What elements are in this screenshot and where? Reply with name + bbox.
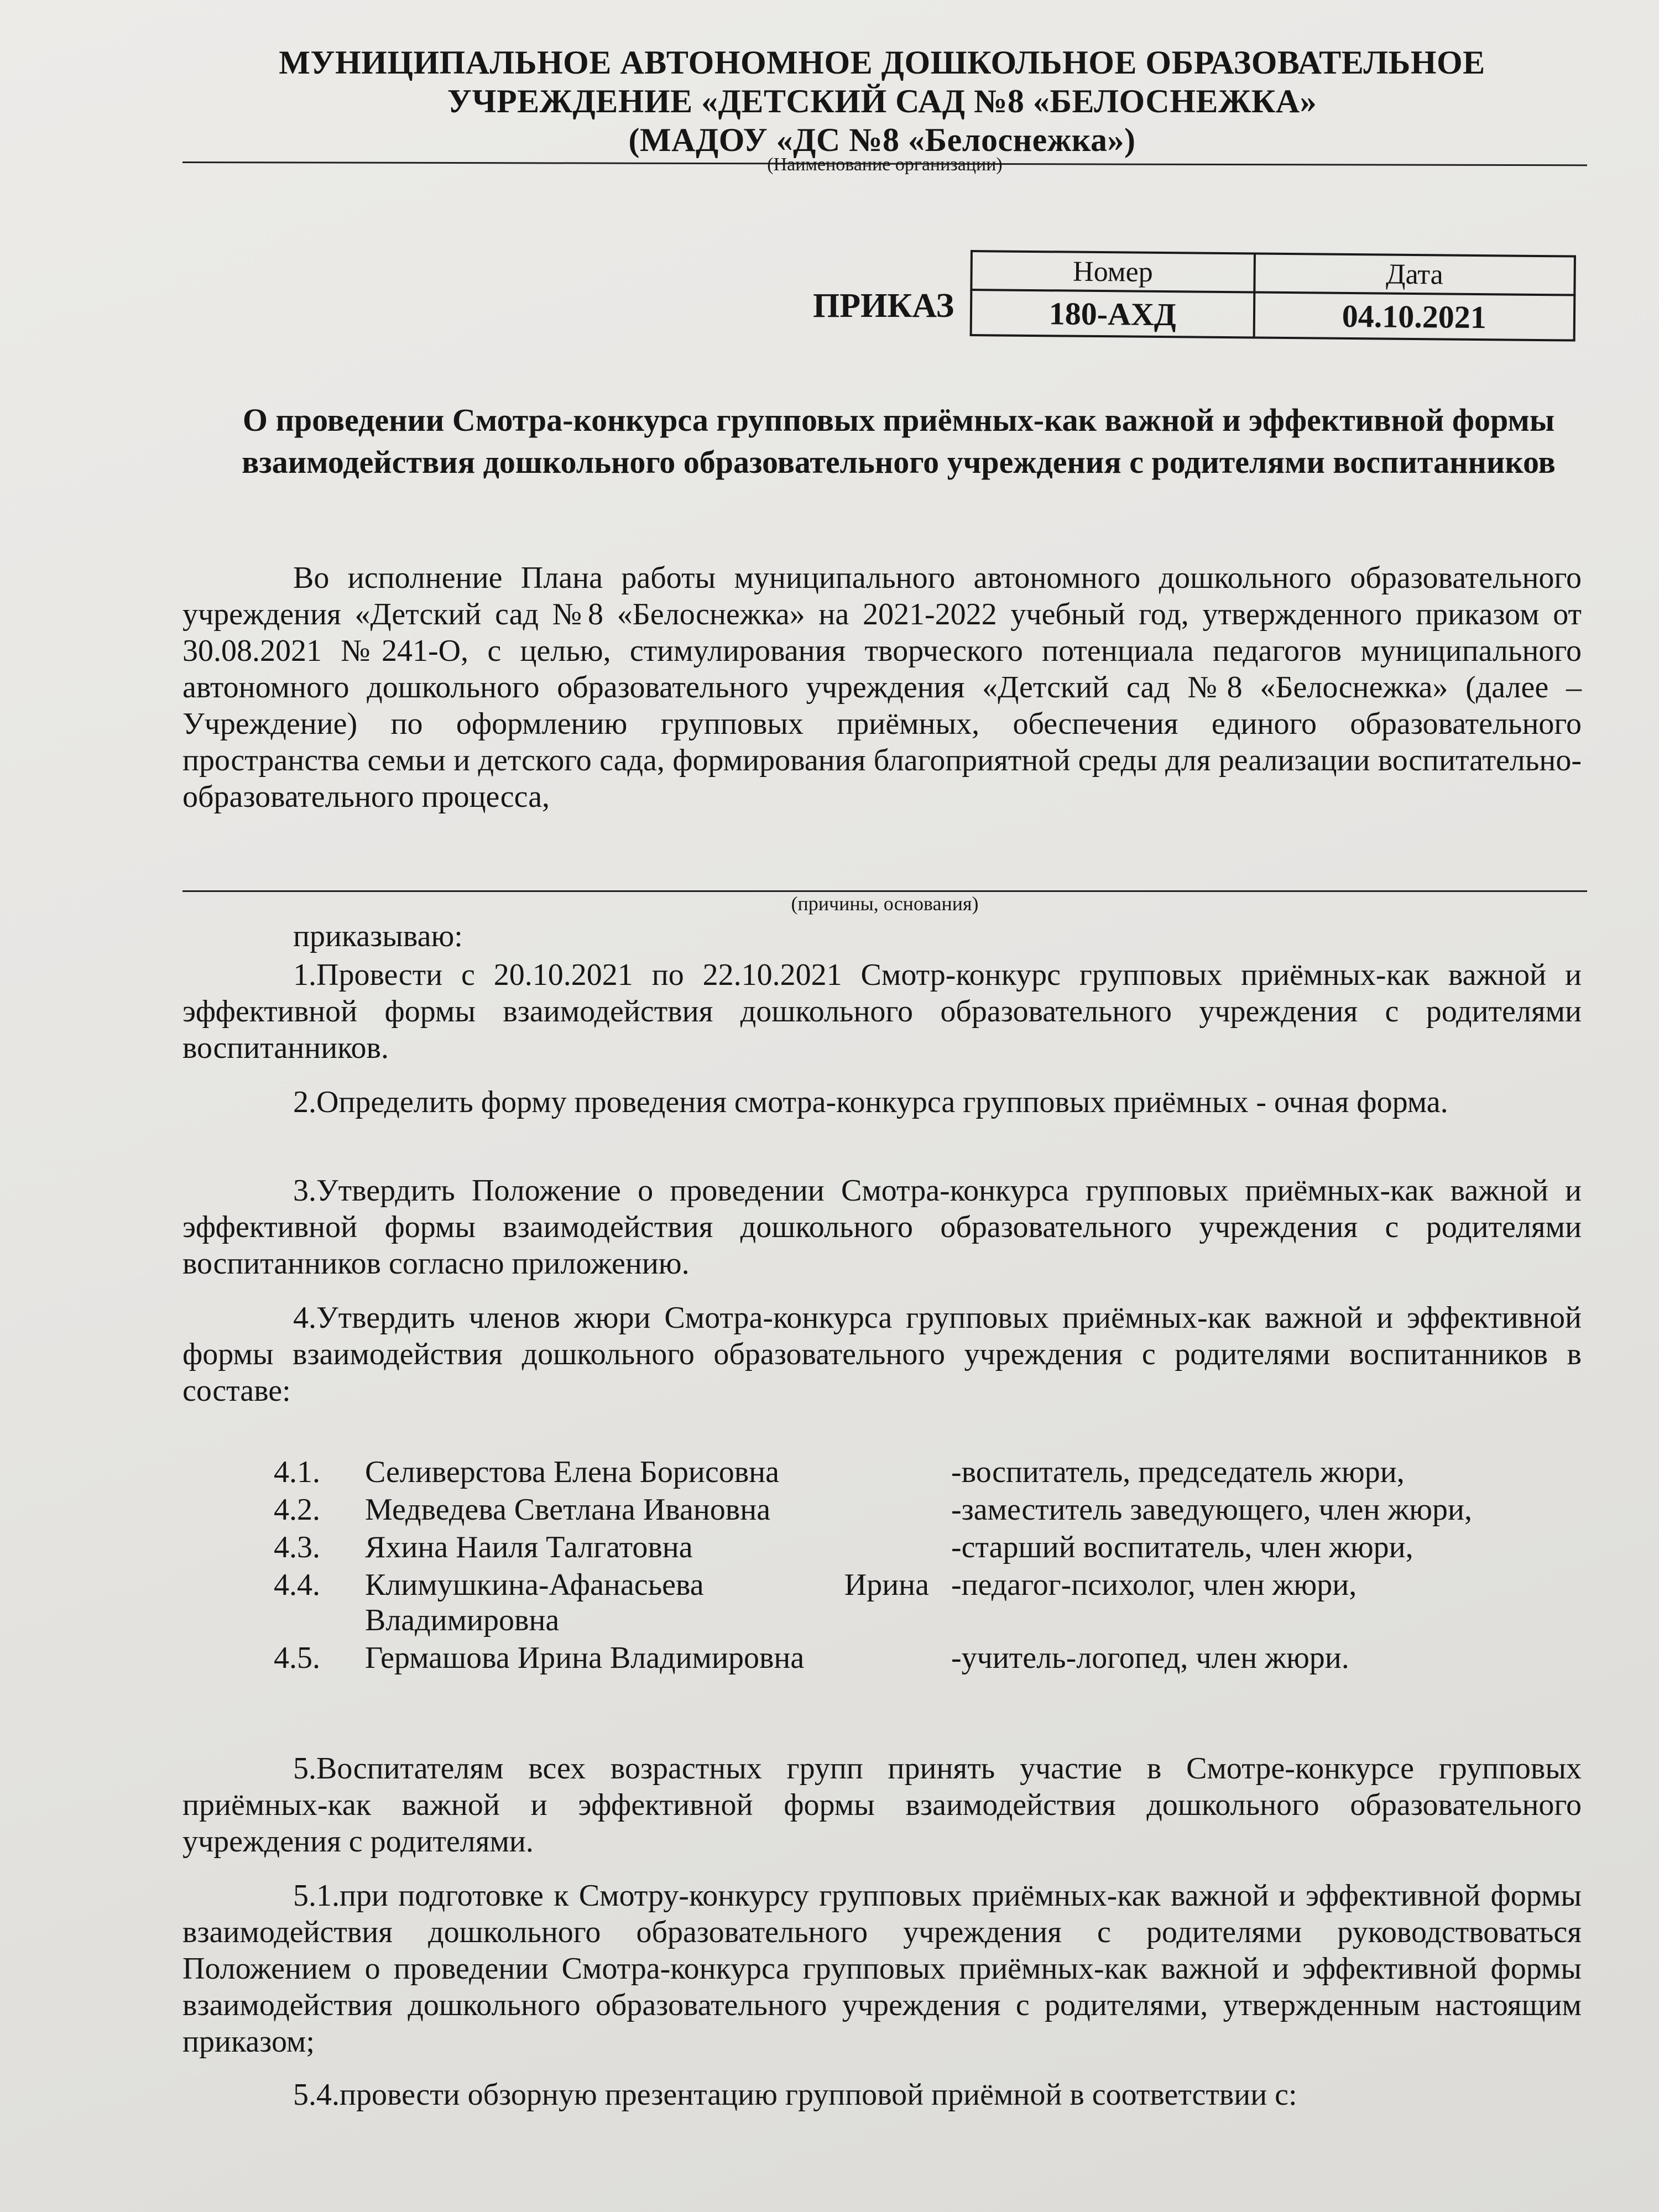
item-2: 2.Определить форму проведения смотра-конкурса групповых приёмных - очная форма. [293, 1085, 1448, 1119]
order-number: 180-АХД [971, 290, 1254, 337]
org-line-3: (МАДОУ «ДС №8 «Белоснежка») [628, 122, 1136, 158]
jury-member-role: -педагог-психолог, член жюри, [951, 1568, 1357, 1602]
jury-member-role: -воспитатель, председатель жюри, [951, 1455, 1405, 1489]
jury-member-name: Медведева Светлана Ивановна [365, 1493, 771, 1527]
item-5-1: 5.1.при подготовке к Смотру-конкурсу групповых приёмных-как важной и эффективной формы взаимодействия дошкольного образовательного учреждения с родителями руководствоваться Положением о проведении Смотра-конкурса групповых приёмных-как важной и эффективной формы взаимодействия дошкольного образовательного учреждения с родителями, утвержденным настоящим приказом; [182, 1879, 1582, 2059]
jury-row [274, 1530, 1601, 1565]
jury-member-name: Селиверстова Елена Борисовна [365, 1455, 779, 1489]
jury-number: 4.5. [274, 1641, 320, 1675]
org-line-1: МУНИЦИПАЛЬНОЕ АВТОНОМНОЕ ДОШКОЛЬНОЕ ОБРАЗОВАТЕЛЬНОЕ [279, 44, 1485, 81]
date-header: Дата [1254, 253, 1575, 295]
jury-row [274, 1567, 1601, 1638]
document-title: О проведении Смотра-конкурса групповых приёмных-как важной и эффективной формы взаимодействия дошкольного образовательного учреждения с родителями воспитанников [242, 402, 1556, 480]
jury-member-name: Климушкина-Афанасьева Ирина Владимировна [365, 1568, 929, 1637]
reason-caption: (причины, основания) [791, 893, 979, 915]
item-1: 1.Провести с 20.10.2021 по 22.10.2021 Смотр-конкурс групповых приёмных-как важной и эффективной формы взаимодействия дошкольного образовательного учреждения с родителями воспитанников. [182, 958, 1582, 1065]
jury-list [274, 1454, 1601, 1678]
jury-row [274, 1454, 1601, 1490]
order-label: ПРИКАЗ [813, 287, 954, 325]
order-number-date-table [970, 250, 1576, 342]
jury-member-role: -учитель-логопед, член жюри. [951, 1641, 1349, 1675]
command-word: приказываю: [293, 919, 463, 953]
preamble-paragraph: Во исполнение Плана работы муниципального автономного дошкольного образовательного учреждения «Детский сад №8 «Белоснежка» на 2021-2022 учебный год, утвержденного приказом от 30.08.2021 №241-О, с целью, стимулирования творческого потенциала педагогов муниципального автономного дошкольного образовательного учреждения «Детский сад №8 «Белоснежка» (далее – Учреждение) по оформлению групповых приёмных, обеспечения единого образовательного пространства семьи и детского сада, формирования благоприятной среды для реализации воспитательно-образовательного процесса, [182, 561, 1582, 814]
jury-member-role: -заместитель заведующего, член жюри, [951, 1493, 1472, 1527]
organization-name [182, 43, 1582, 159]
item-5: 5.Воспитателям всех возрастных групп принять участие в Смотре-конкурсе групповых приёмных-как важной и эффективной формы взаимодействия дошкольного образовательного учреждения с родителями. [182, 1751, 1582, 1859]
jury-row [274, 1640, 1601, 1676]
jury-number: 4.4. [274, 1568, 320, 1602]
number-header: Номер [971, 251, 1254, 292]
jury-number: 4.1. [274, 1455, 320, 1489]
jury-member-name: Гермашова Ирина Владимировна [365, 1641, 805, 1675]
order-date: 04.10.2021 [1254, 292, 1574, 340]
jury-member-name: Яхина Наиля Талгатовна [365, 1530, 693, 1564]
reason-underline [182, 890, 1587, 892]
item-3: 3.Утвердить Положение о проведении Смотра-конкурса групповых приёмных-как важной и эффективной формы взаимодействия дошкольного образовательного учреждения с родителями воспитанников согласно приложению. [182, 1173, 1582, 1281]
jury-member-role: -старший воспитатель, член жюри, [951, 1530, 1413, 1564]
org-line-2: УЧРЕЖДЕНИЕ «ДЕТСКИЙ САД №8 «БЕЛОСНЕЖКА» [447, 83, 1317, 119]
item-4: 4.Утвердить членов жюри Смотра-конкурса групповых приёмных-как важной и эффективной формы взаимодействия дошкольного образовательного учреждения с родителями воспитанников в составе: [182, 1301, 1582, 1408]
jury-row [274, 1492, 1601, 1527]
item-5-4: 5.4.провести обзорную презентацию групповой приёмной в соответствии с: [293, 2078, 1297, 2112]
jury-number: 4.2. [274, 1493, 320, 1527]
jury-number: 4.3. [274, 1530, 320, 1564]
org-caption: (Наименование организации) [767, 154, 1003, 175]
